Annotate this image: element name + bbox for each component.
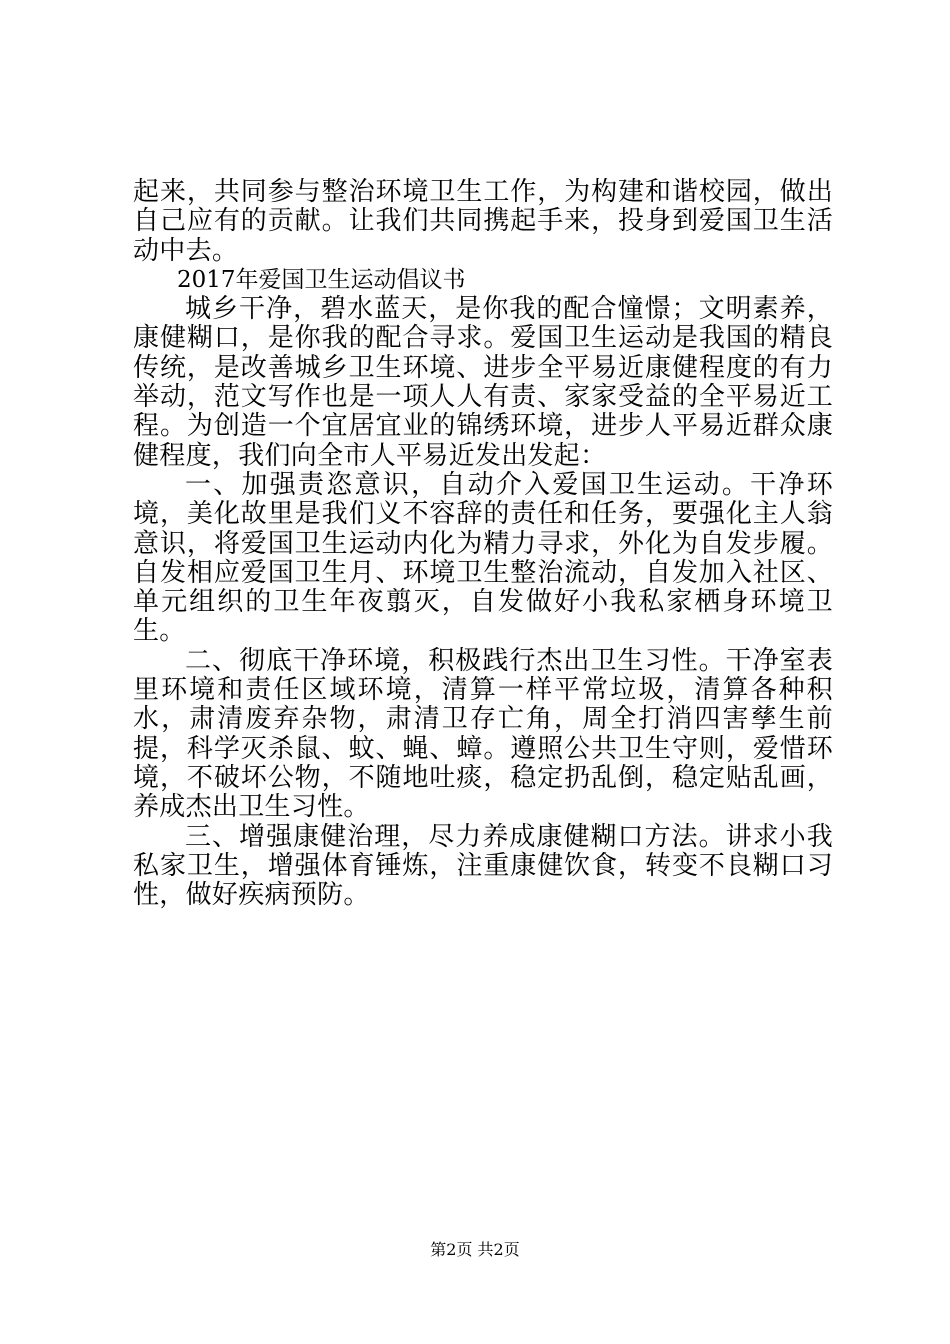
paragraph-intro: 城乡干净，碧水蓝天，是你我的配合憧憬；文明素养，康健糊口，是你我的配合寻求。爱国卫生运动是我国的精良传统，是改善城乡卫生环境、进步全平易近康健程度的有力举动，范文写作也是一项人人有责、家家受益的全平易近工程。为创造一个宜居宜业的锦绣环境，进步人平易近群众康健程度，我们向全市人平易近发出发起： <box>133 294 833 471</box>
document-body <box>133 178 833 910</box>
paragraph-point-two: 二、彻底干净环境，积极践行杰出卫生习性。干净室表里环境和责任区域环境，清算一样平常垃圾，清算各种积水，肃清废弃杂物，肃清卫存亡角，周全打消四害孳生前提，科学灭杀鼠、蚊、蝇、蟑。遵照公共卫生守则，爱惜环境，不破坏公物，不随地吐痰，稳定扔乱倒，稳定贴乱画，养成杰出卫生习性。 <box>133 645 833 823</box>
document-title: 2017年爱国卫生运动倡议书 <box>177 266 466 293</box>
paragraph-point-three: 三、增强康健治理，尽力养成康健糊口方法。讲求小我私家卫生，增强体育锤炼，注重康健饮食，转变不良糊口习性，做好疾病预防。 <box>133 821 833 911</box>
paragraph-point-one: 一、加强责恣意识，自动介入爱国卫生运动。干净环境，美化故里是我们义不容辞的责任和任务，要强化主人翁意识，将爱国卫生运动内化为精力寻求，外化为自发步履。自发相应爱国卫生月、环境卫生整治流动，自发加入社区、单元组织的卫生年夜翦灭，自发做好小我私家栖身环境卫生。 <box>133 469 833 647</box>
paragraph-continuation: 起来，共同参与整治环境卫生工作，为构建和谐校园，做出自己应有的贡献。让我们共同携起手来，投身到爱国卫生活动中去。 <box>133 177 833 266</box>
page-number: 第2页 共2页 <box>430 1240 520 1259</box>
page-footer <box>0 1240 950 1260</box>
